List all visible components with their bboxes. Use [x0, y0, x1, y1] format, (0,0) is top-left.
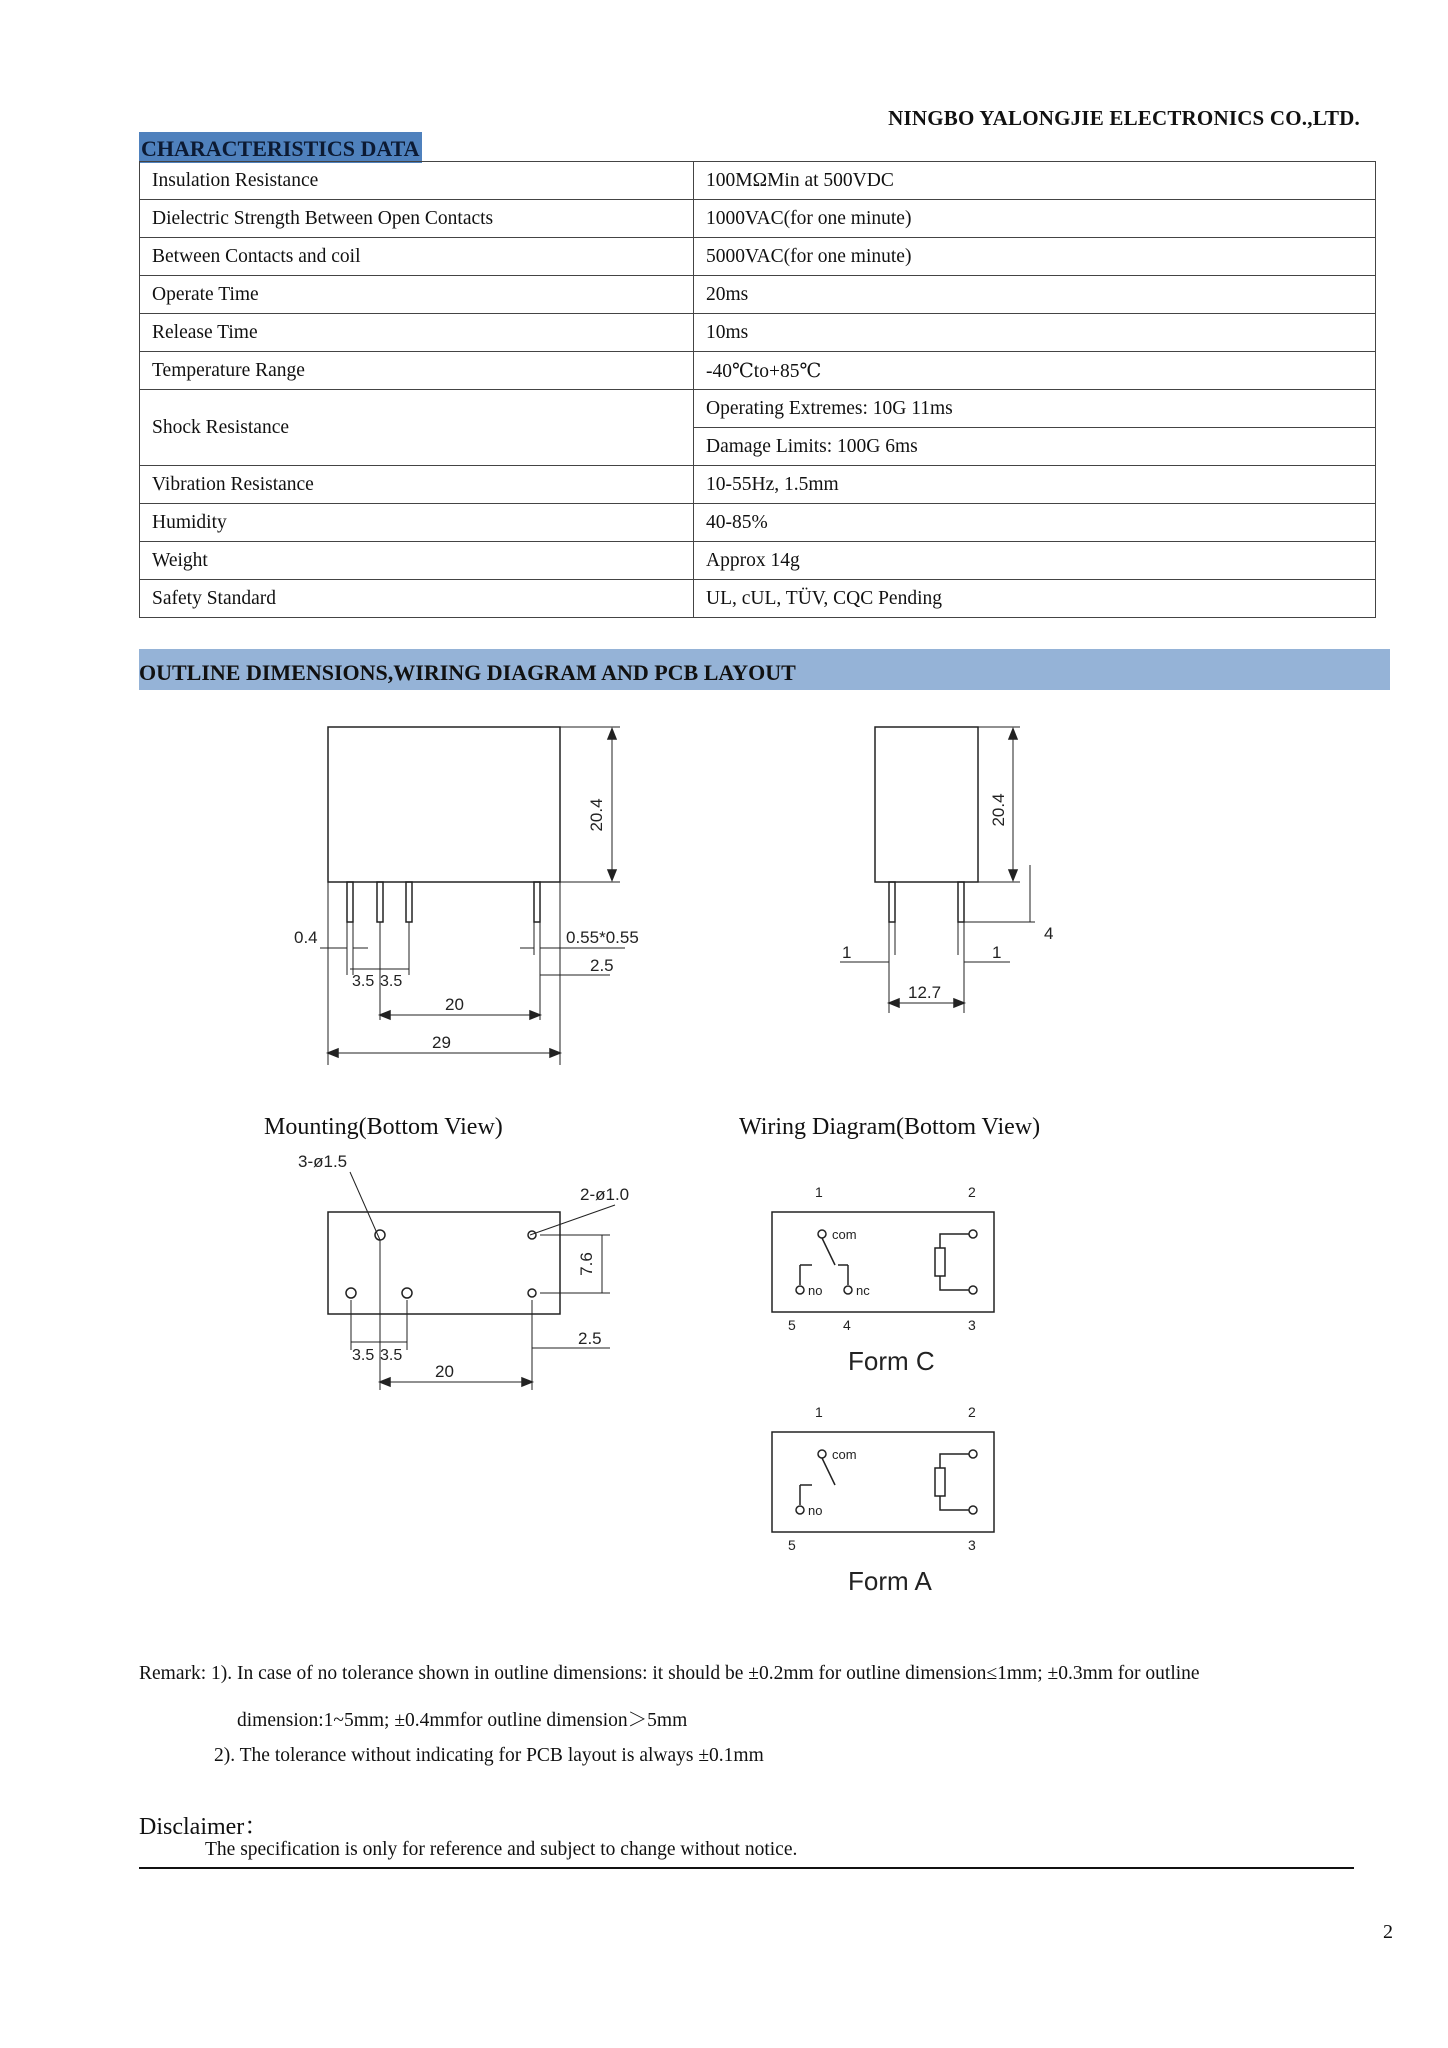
row-label: Dielectric Strength Between Open Contacts — [140, 200, 694, 238]
hole — [402, 1288, 412, 1298]
remark-1-cont: dimension:1~5mm; ±0.4mmfor outline dimension＞5mm — [237, 1710, 688, 1731]
contact-label: com — [832, 1227, 857, 1242]
contact-label: no — [808, 1283, 823, 1298]
pin — [889, 882, 895, 922]
table-row — [140, 352, 1376, 390]
pin-number: 3 — [968, 1537, 976, 1553]
characteristics-table — [139, 161, 1376, 618]
row-label: Safety Standard — [140, 580, 694, 618]
form-c-box — [772, 1212, 994, 1312]
dim-pin-thickness: 0.4 — [294, 928, 318, 947]
table-row — [140, 200, 1376, 238]
dim-pitch-2: 3.5 — [380, 973, 403, 990]
pin-number: 4 — [843, 1317, 851, 1333]
row-value: 40-85% — [694, 504, 1376, 542]
holes-label-b: 2-ø1.0 — [580, 1185, 630, 1204]
pin-number: 5 — [788, 1317, 796, 1333]
hole — [528, 1231, 536, 1239]
pin-number: 2 — [968, 1404, 976, 1420]
hole — [528, 1289, 536, 1297]
table-row — [140, 504, 1376, 542]
table-row — [140, 276, 1376, 314]
contact-label: nc — [856, 1283, 870, 1298]
dim-offset-left: 1 — [842, 943, 852, 962]
row-label: Shock Resistance — [140, 390, 694, 466]
row-value: 1000VAC(for one minute) — [694, 200, 1376, 238]
pin-number: 1 — [815, 1404, 823, 1420]
hole — [346, 1288, 356, 1298]
table-row — [140, 314, 1376, 352]
row-value: 100MΩMin at 500VDC — [694, 162, 1376, 200]
pin-number: 1 — [815, 1184, 823, 1200]
contact-label: com — [832, 1447, 857, 1462]
pin-number: 2 — [968, 1184, 976, 1200]
divider — [139, 1867, 1354, 1869]
disclaimer-title: Disclaimer： — [139, 1814, 269, 1840]
pin — [406, 882, 412, 922]
hole — [375, 1230, 385, 1240]
row-label: Release Time — [140, 314, 694, 352]
dim-pin-length: 4 — [1044, 924, 1054, 943]
row-value: 20ms — [694, 276, 1376, 314]
row-value: Damage Limits: 100G 6ms — [694, 428, 1376, 466]
table-row — [140, 466, 1376, 504]
pin — [958, 882, 964, 922]
wiring-form-c — [760, 1180, 1010, 1390]
dim-width: 12.7 — [908, 983, 942, 1002]
dim-height: 20.4 — [587, 798, 606, 832]
row-label: Between Contacts and coil — [140, 238, 694, 276]
row-value: 10-55Hz, 1.5mm — [694, 466, 1376, 504]
side-outline-drawing — [820, 715, 1080, 1015]
form-a-box — [772, 1432, 994, 1532]
page-number: 2 — [1383, 1921, 1393, 1943]
relay-body — [328, 727, 560, 882]
dim-length: 29 — [432, 1033, 451, 1052]
front-outline-drawing — [280, 715, 680, 1075]
company-name: NINGBO YALONGJIE ELECTRONICS CO.,LTD. — [888, 106, 1360, 130]
dim-pitch-1: 3.5 — [352, 973, 375, 990]
remark-2: 2). The tolerance without indicating for PCB layout is always ±0.1mm — [214, 1745, 764, 1766]
mounting-caption: Mounting(Bottom View) — [264, 1114, 503, 1140]
dim-offset-right: 1 — [992, 943, 1002, 962]
form-c-name: Form C — [848, 1346, 935, 1376]
table-row — [140, 542, 1376, 580]
row-label: Insulation Resistance — [140, 162, 694, 200]
disclaimer-text: The specification is only for reference and subject to change without notice. — [205, 1839, 798, 1860]
contact-label: no — [808, 1503, 823, 1518]
row-value: Approx 14g — [694, 542, 1376, 580]
pin-number: 5 — [788, 1537, 796, 1553]
pin — [377, 882, 383, 922]
pin — [534, 882, 540, 922]
coil-resistor — [935, 1248, 945, 1276]
dim-pitch-a: 3.5 — [352, 1347, 375, 1364]
table-row — [140, 580, 1376, 618]
row-value: Operating Extremes: 10G 11ms — [694, 390, 1376, 428]
row-value: 5000VAC(for one minute) — [694, 238, 1376, 276]
dim-edge-mount: 2.5 — [578, 1329, 602, 1348]
table-row — [140, 238, 1376, 276]
wiring-form-a — [760, 1400, 1010, 1610]
coil-resistor — [935, 1468, 945, 1496]
dim-height-side: 20.4 — [989, 793, 1008, 827]
row-label: Temperature Range — [140, 352, 694, 390]
row-value: UL, cUL, TÜV, CQC Pending — [694, 580, 1376, 618]
pin-number: 3 — [968, 1317, 976, 1333]
dim-span-mount: 20 — [435, 1362, 454, 1381]
table-row — [140, 162, 1376, 200]
pin — [347, 882, 353, 922]
section-title-outline: OUTLINE DIMENSIONS,WIRING DIAGRAM AND PCB LAYOUT — [139, 649, 1390, 690]
row-label: Operate Time — [140, 276, 694, 314]
form-a-name: Form A — [848, 1566, 932, 1596]
dim-pin-section: 0.55*0.55 — [566, 928, 639, 947]
table-row — [140, 390, 1376, 428]
row-label: Vibration Resistance — [140, 466, 694, 504]
row-label: Humidity — [140, 504, 694, 542]
dim-span: 20 — [445, 995, 464, 1014]
dim-row-gap: 7.6 — [577, 1252, 596, 1276]
remark-1: Remark: 1). In case of no tolerance shown in outline dimensions: it should be ±0.2mm for outline dimension≤1mm; ±0.3mm for outline — [139, 1663, 1200, 1684]
mounting-drawing — [280, 1150, 660, 1410]
row-value: 10ms — [694, 314, 1376, 352]
dim-edge: 2.5 — [590, 956, 614, 975]
section-title-characteristics: CHARACTERISTICS DATA — [139, 132, 422, 163]
mount-outline — [328, 1212, 560, 1314]
row-value: -40℃to+85℃ — [694, 352, 1376, 390]
holes-label-a: 3-ø1.5 — [298, 1152, 348, 1171]
wiring-caption: Wiring Diagram(Bottom View) — [739, 1114, 1041, 1140]
relay-body-side — [875, 727, 978, 882]
dim-pitch-b: 3.5 — [380, 1347, 403, 1364]
row-label: Weight — [140, 542, 694, 580]
